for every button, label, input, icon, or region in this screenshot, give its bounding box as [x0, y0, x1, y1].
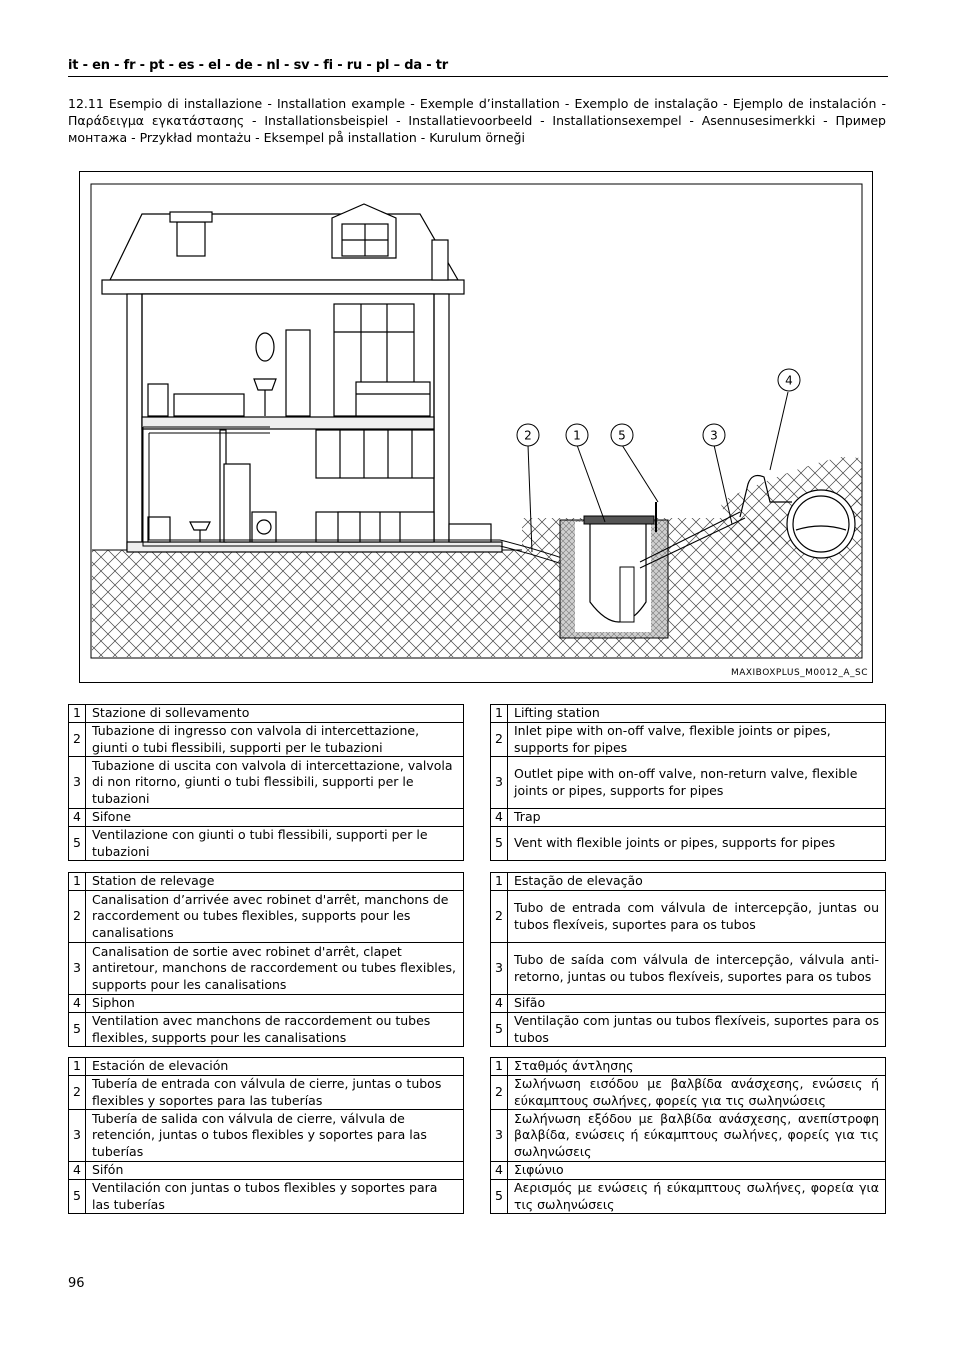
item-description: Σιφώνιο: [508, 1162, 886, 1180]
table-row: [69, 995, 464, 1013]
item-description: Αερισμός με ενώσεις ή εύκαμπτους σωλήνες, φορεία για τις σωληνώσεις: [508, 1180, 886, 1214]
item-description: Tubería de salida con válvula de cierre, válvula de retención, juntas o tubos flexibles y soportes para las tuberías: [86, 1110, 464, 1162]
table-row: [69, 809, 464, 827]
legend-table-el: [490, 1057, 886, 1214]
svg-text:3: 3: [710, 428, 718, 443]
house: [102, 204, 502, 552]
item-number: 4: [69, 995, 86, 1013]
item-number: 2: [69, 723, 86, 757]
item-number: 2: [69, 891, 86, 943]
item-description: Tubo de saída com válvula de intercepção, válvula anti-retorno, juntas ou tubos flexíveis, suportes para os tubos: [508, 943, 886, 995]
svg-text:5: 5: [618, 428, 626, 443]
item-description: Ventilación con juntas o tubos flexibles y soportes para las tuberías: [86, 1180, 464, 1214]
table-row: [69, 1110, 464, 1162]
item-description: Sifone: [86, 809, 464, 827]
item-number: 1: [69, 873, 86, 891]
table-row: [69, 723, 464, 757]
page-number: 96: [68, 1276, 85, 1291]
item-description: Σωλήνωση εξόδου με βαλβίδα ανάσχεσης, ανεπίστροφη βαλβίδα, ενώσεις ή εύκαμπτους σωλήνες, φορείς για τις σωληνώσεις: [508, 1110, 886, 1162]
table-row: [491, 1013, 886, 1047]
table-row: [491, 827, 886, 861]
item-description: Ventilation avec manchons de raccordement ou tubes flexibles, supports pour les canalisations: [86, 1013, 464, 1047]
item-description: Ventilação com juntas ou tubos flexíveis, suportes para os tubos: [508, 1013, 886, 1047]
legend-table-pt: [490, 872, 886, 1047]
item-number: 3: [491, 943, 508, 995]
item-description: Lifting station: [508, 705, 886, 723]
table-row: [69, 891, 464, 943]
item-description: Σωλήνωση εισόδου με βαλβίδα ανάσχεσης, ενώσεις ή εύκαμπτους σωλήνες, φορείς για τις σωληνώσεις: [508, 1076, 886, 1110]
table-row: [491, 1180, 886, 1214]
table-row: [491, 1076, 886, 1110]
table-row: [491, 873, 886, 891]
table-row: [69, 1180, 464, 1214]
item-description: Sifón: [86, 1162, 464, 1180]
item-description: Canalisation d’arrivée avec robinet d'arrêt, manchons de raccordement ou tubes flexibles, supports pour les canalisations: [86, 891, 464, 943]
item-number: 5: [491, 1013, 508, 1047]
item-number: 1: [491, 873, 508, 891]
item-description: Station de relevage: [86, 873, 464, 891]
legend-table-es: [68, 1057, 464, 1214]
item-number: 1: [491, 1058, 508, 1076]
legend-table-it: [68, 704, 464, 861]
table-row: [69, 1058, 464, 1076]
item-number: 2: [491, 1076, 508, 1110]
svg-text:2: 2: [524, 428, 532, 443]
item-number: 2: [491, 891, 508, 943]
item-number: 4: [491, 809, 508, 827]
item-description: Tubería de entrada con válvula de cierre, juntas o tubos flexibles y soportes para las tuberías: [86, 1076, 464, 1110]
item-number: 5: [69, 1013, 86, 1047]
callout-4: [778, 369, 800, 391]
item-description: Outlet pipe with on-off valve, non-return valve, flexible joints or pipes, supports for pipes: [508, 757, 886, 809]
legend-table-en: [490, 704, 886, 861]
table-row: [491, 1058, 886, 1076]
figure-code: MAXIBOXPLUS_M0012_A_SC: [730, 668, 868, 678]
installation-figure: [79, 171, 873, 683]
table-row: [69, 827, 464, 861]
item-number: 1: [69, 705, 86, 723]
item-description: Trap: [508, 809, 886, 827]
callout-2: [517, 424, 539, 446]
item-number: 3: [69, 943, 86, 995]
item-number: 3: [491, 1110, 508, 1162]
table-row: [491, 995, 886, 1013]
table-row: [69, 943, 464, 995]
item-description: Stazione di sollevamento: [86, 705, 464, 723]
item-number: 4: [69, 809, 86, 827]
table-row: [69, 757, 464, 809]
item-description: Ventilazione con giunti o tubi flessibili, supporti per le tubazioni: [86, 827, 464, 861]
item-number: 3: [69, 757, 86, 809]
table-row: [69, 1013, 464, 1047]
item-number: 3: [491, 757, 508, 809]
table-row: [491, 757, 886, 809]
table-row: [491, 1110, 886, 1162]
legend-table-fr: [68, 872, 464, 1047]
header-languages: it - en - fr - pt - es - el - de - nl - sv - fi - ru - pl – da - tr: [68, 58, 888, 77]
item-description: Tubo de entrada com válvula de intercepção, juntas ou tubos flexíveis, suportes para os tubos: [508, 891, 886, 943]
table-row: [491, 943, 886, 995]
item-description: Siphon: [86, 995, 464, 1013]
table-row: [69, 1076, 464, 1110]
item-number: 5: [491, 827, 508, 861]
item-number: 2: [491, 723, 508, 757]
installation-diagram: [80, 172, 872, 682]
section-title: 12.11 Esempio di installazione - Installation example - Exemple d’installation - Exemplo de instalação - Ejemplo de instalación - Παράδειγμα εγκατάστασης - Installationsbeispiel - Installatievoorbeeld - Installationsexempel - Asennusesimerkki - Пример монтажа - Przykład montażu - Eksempel på installation - Kurulum örneği: [68, 96, 886, 145]
item-description: Sifão: [508, 995, 886, 1013]
table-row: [491, 1162, 886, 1180]
table-row: [491, 705, 886, 723]
item-description: Estación de elevación: [86, 1058, 464, 1076]
table-row: [491, 723, 886, 757]
callout-5: [611, 424, 633, 446]
item-description: Tubazione di uscita con valvola di intercettazione, valvola di non ritorno, giunti o tubi flessibili, supporti per le tubazioni: [86, 757, 464, 809]
item-number: 4: [491, 1162, 508, 1180]
svg-text:4: 4: [785, 373, 793, 388]
item-description: Σταθμός άντλησης: [508, 1058, 886, 1076]
item-number: 4: [491, 995, 508, 1013]
table-row: [69, 1162, 464, 1180]
item-description: Tubazione di ingresso con valvola di intercettazione, giunti o tubi flessibili, supporti per le tubazioni: [86, 723, 464, 757]
item-description: Canalisation de sortie avec robinet d'arrêt, clapet antiretour, manchons de raccordement ou tubes flexibles, supports pour les canalisations: [86, 943, 464, 995]
item-number: 3: [69, 1110, 86, 1162]
table-row: [69, 873, 464, 891]
item-description: Vent with flexible joints or pipes, supports for pipes: [508, 827, 886, 861]
item-number: 4: [69, 1162, 86, 1180]
item-description: Inlet pipe with on-off valve, flexible joints or pipes, supports for pipes: [508, 723, 886, 757]
table-row: [491, 891, 886, 943]
item-description: Estação de elevação: [508, 873, 886, 891]
item-number: 5: [491, 1180, 508, 1214]
table-row: [69, 705, 464, 723]
item-number: 5: [69, 827, 86, 861]
callout-3: [703, 424, 725, 446]
item-number: 1: [69, 1058, 86, 1076]
item-number: 2: [69, 1076, 86, 1110]
svg-text:1: 1: [573, 428, 581, 443]
callout-1: [566, 424, 588, 446]
item-number: 1: [491, 705, 508, 723]
item-number: 5: [69, 1180, 86, 1214]
table-row: [491, 809, 886, 827]
